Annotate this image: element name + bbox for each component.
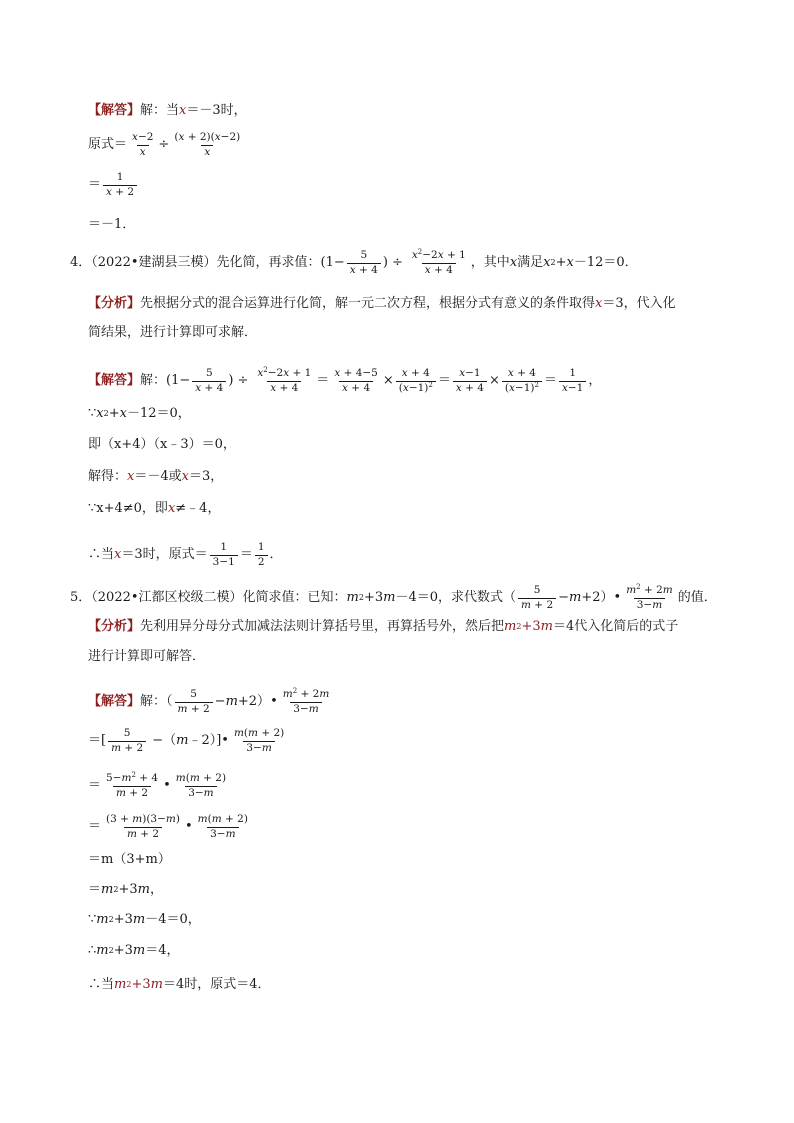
q5-answer-line-1: 【解答】 解：（ $\frac{5}{m + 2}$ −m+2） • $\frac{m^2 + 2m}{3-m}$ [88, 689, 334, 715]
q5-answer-line-3: ＝ $\frac{5-m^2 + 4}{m + 2}$ • $\frac{m(m + 2)}{3-m}$ [88, 773, 231, 799]
fraction: $\frac{m^2 + 2m}{3-m}$ [282, 687, 330, 715]
q5-answer-line-5: ＝m（3+m） [88, 852, 171, 867]
fraction: $\frac{x + 4-5}{x + 4}$ [334, 367, 378, 394]
fraction: $\frac{1}{x + 2}$ [103, 172, 137, 198]
fraction: $\frac{x^2-2x + 1}{x + 4}$ [257, 366, 312, 394]
fraction: $\frac{m^2 + 2m}{3-m}$ [626, 583, 673, 611]
answer-tag: 【解答】 [88, 693, 141, 709]
prev-answer-line-2: 原式＝ $\frac{x-2}{x}$ ÷ $\frac{(x + 2)(x-2)}{x}$ [88, 132, 245, 158]
fraction: $\frac{5}{m + 2}$ [175, 689, 213, 715]
q4-analysis-line-1: 【分析】 先根据分式的混合运算进行化简，解一元二次方程，根据分式有意义的条件取得 x ＝3，代入化 [88, 296, 676, 311]
q4-number: 4．（2022•建湖县三模）先化简，再求值： [70, 254, 321, 270]
q4-analysis-line-2: 简结果，进行计算即可求解． [88, 325, 258, 340]
fraction: $\frac{(3 + m)(3-m)}{m + 2}$ [106, 813, 180, 840]
q4-condition-line: ∵x+4≠0，即 x ≠﹣4， [88, 501, 221, 516]
fraction: $\frac{x-2}{x}$ [132, 131, 154, 158]
q5-number: 5．（2022•江都区校级二模）化简求值：已知： [70, 589, 347, 605]
fraction: $\frac{m(m + 2)}{3-m}$ [175, 772, 227, 799]
prev-original-label: 原式＝ [88, 136, 128, 152]
q4-factor-line: 即（x+4）（x﹣3）＝0， [88, 437, 236, 452]
q4-question: 4．（2022•建湖县三模）先化简，再求值： (1− $\frac{5}{x + 4}$ ) ÷ $\frac{x^2-2x + 1}{x + 4}$ ，其中 x 满足 x 2 + x －12＝0． [70, 248, 638, 276]
prev-answer-value: ＝－3时， [186, 103, 247, 118]
answer-tag: 【解答】 [88, 103, 141, 118]
fraction: $\frac{5}{x + 4}$ [192, 368, 226, 394]
fraction: $\frac{x^2-2x + 1}{x + 4}$ [411, 248, 466, 276]
fraction: $\frac{x-1}{x + 4}$ [453, 368, 487, 394]
q4-because-line: ∵ x 2 + x －12＝0， [88, 406, 191, 421]
q5-final-line: ∴当 m 2 +3 m ＝4时，原式＝4． [88, 977, 271, 992]
fraction: $\frac{(x + 2)(x-2)}{x}$ [174, 131, 241, 158]
q5-answer-line-6: ＝ m 2 +3 m ， [88, 882, 163, 897]
q4-answer-line-1: 【解答】 解： (1− $\frac{5}{x + 4}$ ) ÷ $\frac{x^2-2x + 1}{x + 4}$ ＝ $\frac{x + 4-5}{x + 4}$ × $\frac{x + 4}{(x-1)^2}$ ＝ $\frac{x-1}{x + 4}$ × $\frac{x + 4}{(x-1)^2}$ ＝ $\frac{1}{x-1}$ ， [88, 366, 602, 394]
answer-tag: 【解答】 [88, 372, 141, 388]
fraction: $\frac{5}{m + 2}$ [108, 728, 146, 754]
fraction: $\frac{5-m^2 + 4}{m + 2}$ [106, 771, 159, 799]
prev-answer-text: 解：当 [140, 103, 180, 118]
fraction: $\frac{1}{x-1}$ [559, 368, 586, 394]
prev-answer-line-1: 【解答】 解：当 x ＝－3时， [88, 103, 247, 118]
analysis-tag: 【分析】 [88, 296, 141, 311]
q5-therefore-line: ∴ m 2 +3 m ＝4， [88, 943, 180, 958]
prev-answer-line-3: ＝ $\frac{1}{x + 2}$ [88, 172, 139, 198]
q5-analysis-line-2: 进行计算即可解答． [88, 649, 206, 664]
q5-answer-line-4: ＝ $\frac{(3 + m)(3-m)}{m + 2}$ • $\frac{m(m + 2)}{3-m}$ [88, 814, 253, 840]
q5-question: 5．（2022•江都区校级二模）化简求值：已知： m 2 +3 m －4＝0，求代数式（ $\frac{5}{m + 2}$ −m+2） • $\frac{m^2 + 2m}{3-m}$ 的值． [70, 583, 717, 611]
fraction: $\frac{1}{3-1}$ [210, 542, 238, 568]
fraction: $\frac{m(m + 2)}{3-m}$ [233, 727, 285, 754]
q4-solve-line: 解得： x ＝－4或 x ＝3， [88, 469, 224, 484]
q5-analysis-line-1: 【分析】 先利用异分母分式加减法法则计算括号里，再算括号外，然后把 m 2 +3 m ＝4代入化简后的式子 [88, 619, 679, 634]
fraction: $\frac{x + 4}{(x-1)^2}$ [502, 368, 542, 394]
prev-answer-line-4: ＝－1． [88, 217, 136, 232]
fraction: $\frac{5}{x + 4}$ [347, 250, 381, 276]
q5-because-line: ∵ m 2 +3 m －4＝0， [88, 912, 201, 927]
fraction: $\frac{1}{2}$ [255, 542, 268, 568]
fraction: $\frac{x + 4}{(x-1)^2}$ [396, 368, 436, 394]
fraction: $\frac{5}{m + 2}$ [518, 585, 556, 611]
fraction: $\frac{m(m + 2)}{3-m}$ [197, 813, 248, 840]
q5-answer-line-2: ＝[ $\frac{5}{m + 2}$ −（m﹣2）]• $\frac{m(m + 2)}{3-m}$ [88, 728, 289, 754]
analysis-tag: 【分析】 [88, 619, 141, 634]
q4-therefore-line: ∴当 x ＝3时，原式＝ $\frac{1}{3-1}$ ＝ $\frac{1}{2}$ ． [88, 541, 283, 568]
